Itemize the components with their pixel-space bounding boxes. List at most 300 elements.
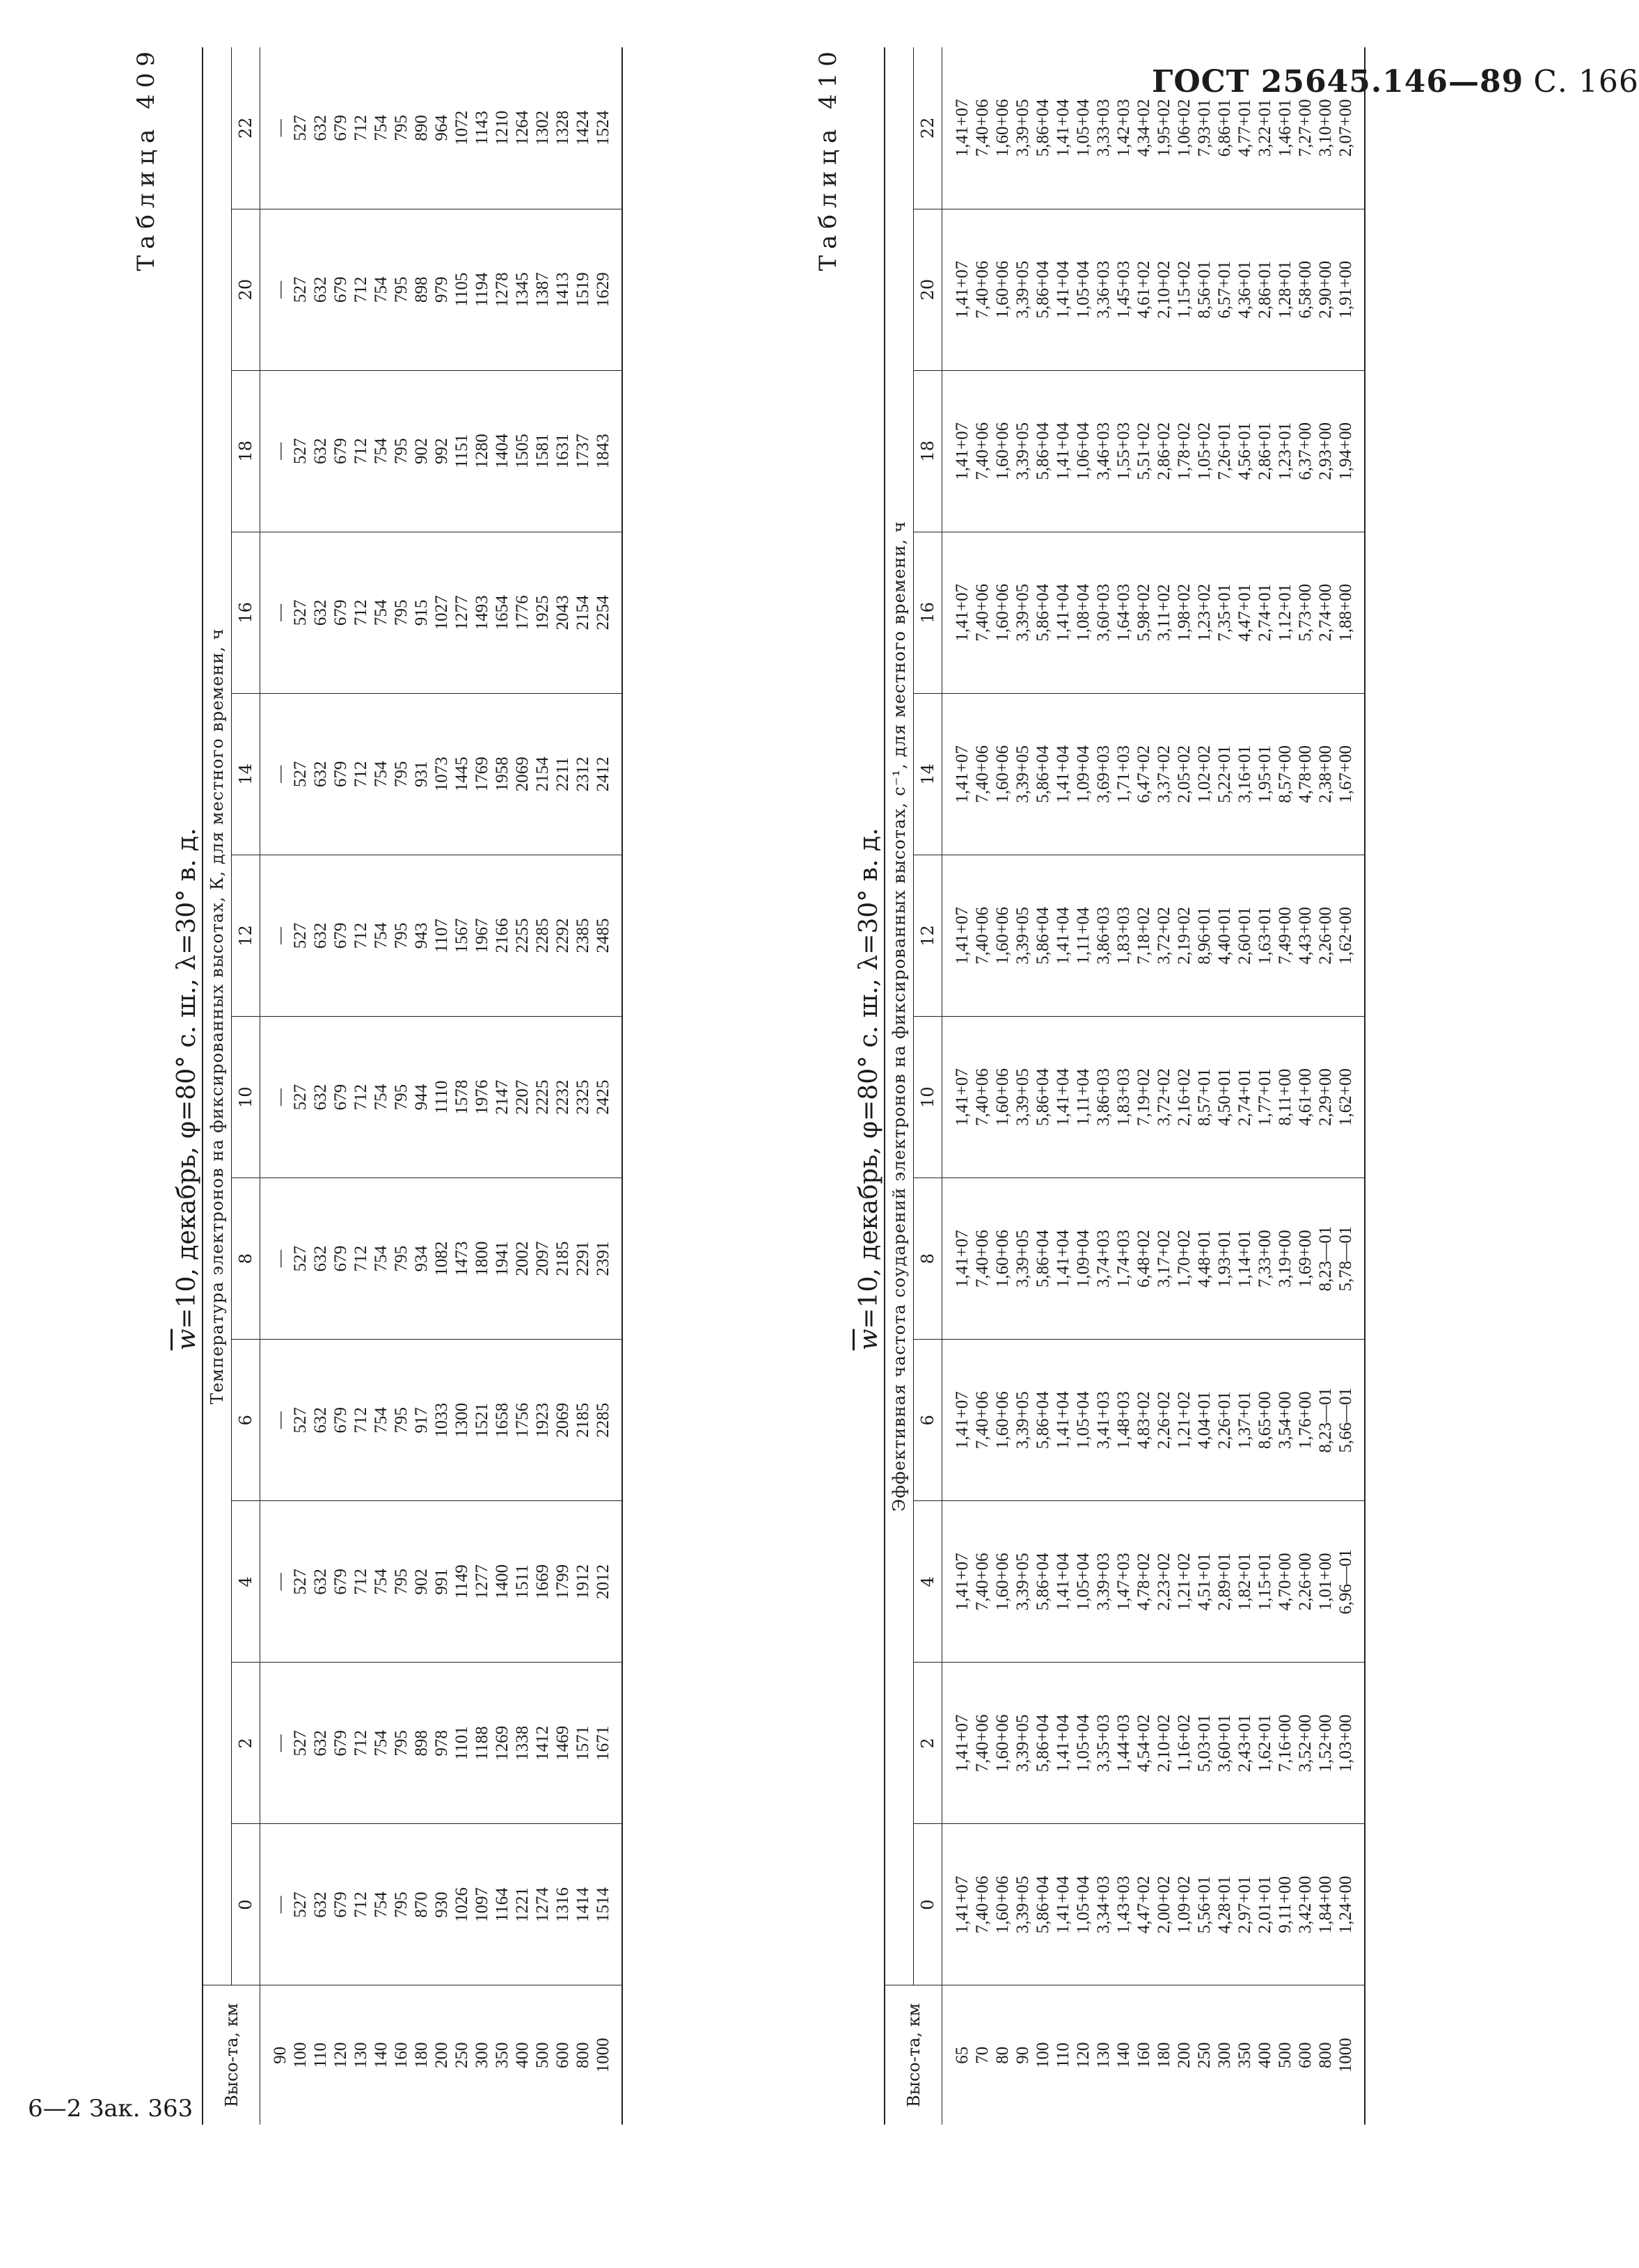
cell-value: 2147 xyxy=(493,1079,512,1115)
cell-value: 991 xyxy=(432,1569,451,1595)
cell-value: 6,58+00 xyxy=(1296,260,1315,319)
title-text: =10, декабрь, φ=80° с. ш., λ=30° в. д. xyxy=(855,827,883,1329)
cell-value: 7,40+06 xyxy=(973,99,992,157)
cell-value: 1505 xyxy=(513,434,532,469)
cell-value: 1,41+07 xyxy=(953,1876,972,1934)
hour-header: 20 xyxy=(232,209,260,370)
cell-value: — xyxy=(271,1896,290,1914)
cell-value: 1,11+04 xyxy=(1074,907,1093,965)
cell-value: 4,47+01 xyxy=(1235,583,1254,642)
cell-value: 1269 xyxy=(493,1725,512,1761)
cell-value: 7,40+06 xyxy=(973,583,992,642)
cell-value: 3,60+03 xyxy=(1094,583,1113,642)
cell-value: 712 xyxy=(351,1730,370,1756)
cell-value: 1,60+06 xyxy=(993,907,1012,965)
cell-value: 754 xyxy=(372,1730,390,1756)
height-value: 110 xyxy=(1054,2042,1072,2068)
value-column xyxy=(260,209,623,370)
cell-value: 1,09+04 xyxy=(1074,1230,1093,1288)
cell-value: 2,74+01 xyxy=(1256,583,1274,642)
cell-value: 4,78+02 xyxy=(1134,1553,1153,1611)
cell-value: 1923 xyxy=(533,1402,552,1438)
cell-value: 1976 xyxy=(473,1079,491,1115)
cell-value: 8,23—01 xyxy=(1316,1387,1335,1453)
cell-value: 1,16+02 xyxy=(1175,1714,1194,1773)
cell-value: 5,66—01 xyxy=(1336,1387,1355,1453)
cell-value: 7,40+06 xyxy=(973,907,992,965)
cell-value: 1,60+06 xyxy=(993,1876,1012,1934)
cell-value: 1,09+02 xyxy=(1175,1876,1194,1934)
cell-value: 1,41+07 xyxy=(953,1230,972,1288)
table-row xyxy=(942,47,1365,2125)
hour-header: 8 xyxy=(232,1178,260,1340)
cell-value: 1958 xyxy=(493,756,512,792)
cell-value: 5,86+04 xyxy=(1034,1876,1052,1934)
cell-value: 915 xyxy=(412,599,431,626)
table-410-block xyxy=(814,45,1615,2133)
cell-value: 1,41+04 xyxy=(1054,1068,1072,1126)
cell-value: 1,60+06 xyxy=(993,1714,1012,1773)
hour-header: 14 xyxy=(914,693,942,855)
cell-value: 1,01+00 xyxy=(1316,1553,1335,1611)
standard-number: ГОСТ 25645.146—89 xyxy=(1152,64,1524,100)
cell-value: 712 xyxy=(351,115,370,141)
cell-value: 7,40+06 xyxy=(973,1876,992,1934)
cell-value: 2391 xyxy=(594,1241,612,1276)
cell-value: 6,86+01 xyxy=(1215,99,1234,157)
cell-value: 679 xyxy=(331,115,350,141)
hour-header: 0 xyxy=(232,1824,260,1985)
cell-value: 1445 xyxy=(452,756,471,792)
cell-value: 2,07+00 xyxy=(1336,99,1355,157)
cell-value: 1,41+04 xyxy=(1054,1553,1072,1611)
cell-value: 795 xyxy=(392,1569,411,1595)
cell-value: 3,39+03 xyxy=(1094,1553,1113,1611)
cell-value: 795 xyxy=(392,1084,411,1111)
cell-value: 1,94+00 xyxy=(1336,422,1355,480)
cell-value: 632 xyxy=(311,1569,330,1595)
cell-value: — xyxy=(271,927,290,944)
cell-value: 2,86+01 xyxy=(1256,422,1274,480)
cell-value: 2185 xyxy=(553,1241,572,1276)
cell-value: 1,41+04 xyxy=(1054,1391,1072,1450)
cell-value: 527 xyxy=(291,761,310,788)
cell-value: 1414 xyxy=(573,1887,592,1922)
cell-value: 1345 xyxy=(513,272,532,308)
height-value: 350 xyxy=(493,2042,512,2068)
cell-value: 1424 xyxy=(573,110,592,145)
height-value: 90 xyxy=(271,2046,290,2064)
cell-value: 2,16+02 xyxy=(1175,1068,1194,1126)
cell-value: 3,60+01 xyxy=(1215,1714,1234,1773)
cell-value: 1,48+03 xyxy=(1114,1391,1133,1450)
cell-value: 754 xyxy=(372,438,390,465)
cell-value: 1,05+04 xyxy=(1074,99,1093,157)
cell-value: 1,42+03 xyxy=(1114,99,1133,157)
cell-value: 5,86+04 xyxy=(1034,1230,1052,1288)
cell-value: 754 xyxy=(372,1892,390,1918)
hour-header: 2 xyxy=(914,1663,942,1824)
cell-value: 7,33+00 xyxy=(1256,1230,1274,1288)
height-value: 160 xyxy=(392,2042,411,2068)
cell-value: 2285 xyxy=(533,918,552,953)
cell-value: 1302 xyxy=(533,110,552,145)
cell-value: 1,93+01 xyxy=(1215,1230,1234,1288)
cell-value: 632 xyxy=(311,761,330,788)
cell-value: 712 xyxy=(351,438,370,465)
cell-value: 795 xyxy=(392,922,411,949)
cell-value: 1,60+06 xyxy=(993,260,1012,319)
cell-value: 1,52+00 xyxy=(1316,1714,1335,1773)
cell-value: 1072 xyxy=(452,110,471,145)
cell-value: 1,15+02 xyxy=(1175,260,1194,319)
cell-value: 1,41+07 xyxy=(953,1553,972,1611)
cell-value: 3,86+03 xyxy=(1094,907,1113,965)
height-value: 100 xyxy=(291,2042,310,2068)
height-value: 1000 xyxy=(594,2038,612,2073)
cell-value: 2207 xyxy=(513,1079,532,1115)
cell-value: 1,08+04 xyxy=(1074,583,1093,642)
height-value: 130 xyxy=(351,2042,370,2068)
cell-value: 5,86+04 xyxy=(1034,99,1052,157)
cell-value: 4,70+00 xyxy=(1276,1553,1294,1611)
cell-value: 1,41+04 xyxy=(1054,1876,1072,1934)
cell-value: 2,26+00 xyxy=(1316,907,1335,965)
cell-value: 679 xyxy=(331,276,350,303)
hour-header: 18 xyxy=(232,370,260,532)
cell-value: 1,55+03 xyxy=(1114,422,1133,480)
cell-value: 1,15+01 xyxy=(1256,1553,1274,1611)
cell-value: 7,19+02 xyxy=(1134,1068,1153,1126)
cell-value: 902 xyxy=(412,438,431,465)
cell-value: 754 xyxy=(372,1245,390,1272)
cell-value: 964 xyxy=(432,115,451,141)
cell-value: — xyxy=(271,119,290,137)
cell-value: 2,74+00 xyxy=(1316,583,1335,642)
cell-value: 2254 xyxy=(594,595,612,631)
data-table xyxy=(202,47,623,2125)
cell-value: 1,60+06 xyxy=(993,422,1012,480)
cell-value: 1567 xyxy=(452,918,471,953)
cell-value: 754 xyxy=(372,1084,390,1111)
cell-value: 1,43+03 xyxy=(1114,1876,1133,1934)
table-title xyxy=(855,45,883,2133)
cell-value: 1,09+04 xyxy=(1074,745,1093,803)
cell-value: 795 xyxy=(392,276,411,303)
cell-value: 898 xyxy=(412,276,431,303)
cell-value: 632 xyxy=(311,922,330,949)
cell-value: 712 xyxy=(351,1892,370,1918)
span-header: Эффективная частота соударений электронов на фиксированных высотах, с⁻¹, для местного времени, ч xyxy=(885,47,914,1985)
hour-header: 16 xyxy=(914,532,942,693)
cell-value: 1110 xyxy=(432,1080,451,1114)
cell-value: — xyxy=(271,1088,290,1107)
cell-value: 2166 xyxy=(493,918,512,953)
cell-value: 2285 xyxy=(594,1402,612,1438)
cell-value: 3,19+00 xyxy=(1276,1230,1294,1288)
cell-value: 1412 xyxy=(533,1725,552,1761)
height-value: 400 xyxy=(1256,2042,1274,2068)
cell-value: 632 xyxy=(311,115,330,141)
cell-value: 1800 xyxy=(473,1241,491,1276)
cell-value: 527 xyxy=(291,1406,310,1434)
cell-value: 1799 xyxy=(553,1564,572,1599)
cell-value: 5,73+00 xyxy=(1296,583,1315,642)
cell-value: 1,41+07 xyxy=(953,1391,972,1450)
cell-value: 1194 xyxy=(473,272,491,307)
cell-value: 1843 xyxy=(594,434,612,469)
cell-value: 1105 xyxy=(452,272,471,307)
cell-value: 7,40+06 xyxy=(973,422,992,480)
cell-value: 679 xyxy=(331,922,350,949)
cell-value: 1658 xyxy=(493,1402,512,1438)
cell-value: 4,34+02 xyxy=(1134,99,1153,157)
cell-value: 5,56+01 xyxy=(1195,1876,1214,1934)
cell-value: 1101 xyxy=(452,1726,471,1761)
height-value: 130 xyxy=(1094,2042,1113,2068)
cell-value: 527 xyxy=(291,1730,310,1756)
cell-value: 1,41+04 xyxy=(1054,99,1072,157)
cell-value: 754 xyxy=(372,599,390,626)
cell-value: 2,29+00 xyxy=(1316,1068,1335,1126)
title-symbol: $\overline{w}$ xyxy=(173,1329,201,1351)
cell-value: 1,74+03 xyxy=(1114,1230,1133,1288)
height-value: 80 xyxy=(993,2046,1012,2064)
cell-value: 679 xyxy=(331,438,350,465)
cell-value: — xyxy=(271,1734,290,1752)
value-column xyxy=(260,47,623,209)
height-value: 200 xyxy=(432,2042,451,2068)
cell-value: 3,39+05 xyxy=(1013,1714,1032,1773)
cell-value: 754 xyxy=(372,1569,390,1595)
heights-cell xyxy=(260,1985,623,2125)
cell-value: 1,05+04 xyxy=(1074,1391,1093,1450)
value-column xyxy=(942,855,1365,1016)
cell-value: 3,39+05 xyxy=(1013,1553,1032,1611)
cell-value: 1097 xyxy=(473,1887,491,1922)
cell-value: 3,35+03 xyxy=(1094,1714,1113,1773)
cell-value: 1,95+02 xyxy=(1155,99,1173,157)
cell-value: 795 xyxy=(392,761,411,788)
cell-value: 3,69+03 xyxy=(1094,745,1113,803)
height-value: 400 xyxy=(513,2042,532,2068)
cell-value: 3,72+02 xyxy=(1155,907,1173,965)
cell-value: 527 xyxy=(291,276,310,303)
cell-value: 8,23—01 xyxy=(1316,1226,1335,1292)
cell-value: 1,67+00 xyxy=(1336,745,1355,803)
cell-value: — xyxy=(271,765,290,783)
cell-value: 712 xyxy=(351,922,370,949)
cell-value: 1,05+04 xyxy=(1074,260,1093,319)
cell-value: 2292 xyxy=(553,918,572,953)
value-column xyxy=(942,209,1365,370)
cell-value: 1941 xyxy=(493,1241,512,1276)
cell-value: — xyxy=(271,442,290,460)
cell-value: 1769 xyxy=(473,756,491,792)
cell-value: 1,41+07 xyxy=(953,422,972,480)
cell-value: 1,82+01 xyxy=(1235,1553,1254,1611)
cell-value: 2,05+02 xyxy=(1175,745,1194,803)
value-column xyxy=(942,1663,1365,1824)
height-value: 120 xyxy=(1074,2042,1093,2068)
cell-value: 1,41+07 xyxy=(953,1714,972,1773)
cell-value: 1,05+02 xyxy=(1195,422,1214,480)
cell-value: 1,71+03 xyxy=(1114,745,1133,803)
cell-value: 632 xyxy=(311,1084,330,1111)
cell-value: 1,41+04 xyxy=(1054,1230,1072,1288)
cell-value: 3,39+05 xyxy=(1013,1876,1032,1934)
value-column xyxy=(260,693,623,855)
cell-value: 1669 xyxy=(533,1564,552,1599)
cell-value: 1107 xyxy=(432,918,451,953)
cell-value: 795 xyxy=(392,1245,411,1272)
cell-value: 1,70+02 xyxy=(1175,1230,1194,1288)
cell-value: 1,37+01 xyxy=(1235,1391,1254,1450)
cell-value: 527 xyxy=(291,438,310,465)
cell-value: — xyxy=(271,280,290,299)
cell-value: 4,56+01 xyxy=(1235,422,1254,480)
cell-value: 2154 xyxy=(573,595,592,631)
cell-value: 1,06+04 xyxy=(1074,422,1093,480)
cell-value: 632 xyxy=(311,276,330,303)
cell-value: 2,89+01 xyxy=(1215,1553,1234,1611)
cell-value: 1581 xyxy=(533,434,552,469)
cell-value: 2,43+01 xyxy=(1235,1714,1254,1773)
cell-value: 1925 xyxy=(533,595,552,631)
cell-value: 3,17+02 xyxy=(1155,1230,1173,1288)
height-value: 800 xyxy=(573,2042,592,2068)
cell-value: 1654 xyxy=(493,595,512,631)
height-value: 90 xyxy=(1013,2046,1032,2064)
cell-value: 2485 xyxy=(594,918,612,953)
cell-value: 1280 xyxy=(473,434,491,469)
height-value: 65 xyxy=(953,2046,972,2064)
cell-value: 8,96+01 xyxy=(1195,907,1214,965)
cell-value: 2385 xyxy=(573,918,592,953)
cell-value: 527 xyxy=(291,922,310,949)
cell-value: 3,10+00 xyxy=(1316,99,1335,157)
cell-value: 7,26+01 xyxy=(1215,422,1234,480)
cell-value: 5,86+04 xyxy=(1034,1391,1052,1450)
cell-value: 754 xyxy=(372,922,390,949)
cell-value: 3,39+05 xyxy=(1013,1230,1032,1288)
cell-value: 2255 xyxy=(513,918,532,953)
hour-header: 2 xyxy=(232,1663,260,1824)
cell-value: 4,47+02 xyxy=(1134,1876,1153,1934)
height-header: Высо-та, км xyxy=(885,1985,942,2125)
cell-value: 5,03+01 xyxy=(1195,1714,1214,1773)
cell-value: 5,22+01 xyxy=(1215,745,1234,803)
cell-value: 1274 xyxy=(533,1887,552,1922)
cell-value: 679 xyxy=(331,1569,350,1595)
cell-value: 3,11+02 xyxy=(1155,584,1173,642)
height-value: 110 xyxy=(311,2042,330,2068)
hour-header: 10 xyxy=(914,1017,942,1178)
title-text: =10, декабрь, φ=80° с. ш., λ=30° в. д. xyxy=(173,827,201,1329)
cell-value: 1264 xyxy=(513,110,532,145)
value-column xyxy=(942,47,1365,209)
cell-value: 1,21+02 xyxy=(1175,1391,1194,1450)
cell-value: — xyxy=(271,1411,290,1429)
cell-value: 3,54+00 xyxy=(1276,1391,1294,1450)
cell-value: 2325 xyxy=(573,1079,592,1115)
cell-value: 2,26+02 xyxy=(1155,1391,1173,1450)
cell-value: 2,23+02 xyxy=(1155,1553,1173,1611)
cell-value: 4,50+01 xyxy=(1215,1068,1234,1126)
cell-value: 1514 xyxy=(594,1887,612,1922)
cell-value: 754 xyxy=(372,1406,390,1434)
value-column xyxy=(942,1340,1365,1501)
cell-value: 4,40+01 xyxy=(1215,907,1234,965)
height-value: 350 xyxy=(1235,2042,1254,2068)
cell-value: 7,49+00 xyxy=(1276,907,1294,965)
cell-value: 1,77+01 xyxy=(1256,1068,1274,1126)
hour-header: 8 xyxy=(914,1178,942,1340)
cell-value: 1629 xyxy=(594,272,612,308)
cell-value: 1737 xyxy=(573,434,592,469)
cell-value: 712 xyxy=(351,1569,370,1595)
hour-header: 18 xyxy=(914,370,942,532)
heights-cell xyxy=(942,1985,1365,2125)
cell-value: 2225 xyxy=(533,1079,552,1115)
cell-value: 2,00+02 xyxy=(1155,1876,1173,1934)
height-value: 500 xyxy=(1276,2042,1294,2068)
cell-value: 1,02+02 xyxy=(1195,745,1214,803)
cell-value: 4,61+00 xyxy=(1296,1068,1315,1126)
cell-value: 1,45+03 xyxy=(1114,260,1133,319)
cell-value: 1578 xyxy=(452,1079,471,1115)
table-row xyxy=(260,47,623,2125)
value-column xyxy=(942,693,1365,855)
hour-header: 6 xyxy=(914,1340,942,1501)
page-number: С. 166 xyxy=(1533,64,1639,100)
cell-value: 632 xyxy=(311,1730,330,1756)
footer-note: 6—2 Зак. 363 xyxy=(28,2095,193,2123)
cell-value: 8,57+01 xyxy=(1195,1068,1214,1126)
cell-value: 1473 xyxy=(452,1241,471,1276)
cell-value: 2,38+00 xyxy=(1316,745,1335,803)
cell-value: 4,28+01 xyxy=(1215,1876,1234,1934)
cell-value: 1,23+02 xyxy=(1195,583,1214,642)
cell-value: 6,48+02 xyxy=(1134,1230,1153,1288)
cell-value: 7,93+01 xyxy=(1195,99,1214,157)
hour-header: 22 xyxy=(232,47,260,209)
cell-value: 1,41+04 xyxy=(1054,260,1072,319)
cell-value: 1,41+04 xyxy=(1054,1714,1072,1773)
cell-value: 5,86+04 xyxy=(1034,422,1052,480)
cell-value: 4,77+01 xyxy=(1235,99,1254,157)
value-column xyxy=(942,1501,1365,1663)
cell-value: 1,41+04 xyxy=(1054,583,1072,642)
value-column xyxy=(260,1178,623,1340)
cell-value: 1210 xyxy=(493,110,512,145)
cell-value: 1,41+07 xyxy=(953,583,972,642)
cell-value: 4,04+01 xyxy=(1195,1391,1214,1450)
height-value: 300 xyxy=(473,2042,491,2068)
cell-value: 1631 xyxy=(553,434,572,469)
span-header: Температура электронов на фиксированных высотах, К, для местного времени, ч xyxy=(203,47,232,1985)
cell-value: 679 xyxy=(331,599,350,626)
cell-value: 527 xyxy=(291,115,310,141)
height-value: 140 xyxy=(372,2042,390,2068)
cell-value: 1,62+01 xyxy=(1256,1714,1274,1773)
cell-value: 1,62+00 xyxy=(1336,907,1355,965)
table-title xyxy=(173,45,201,2133)
cell-value: 3,39+05 xyxy=(1013,260,1032,319)
cell-value: 1,11+04 xyxy=(1074,1068,1093,1126)
cell-value: 4,61+02 xyxy=(1134,260,1153,319)
value-column xyxy=(942,532,1365,693)
